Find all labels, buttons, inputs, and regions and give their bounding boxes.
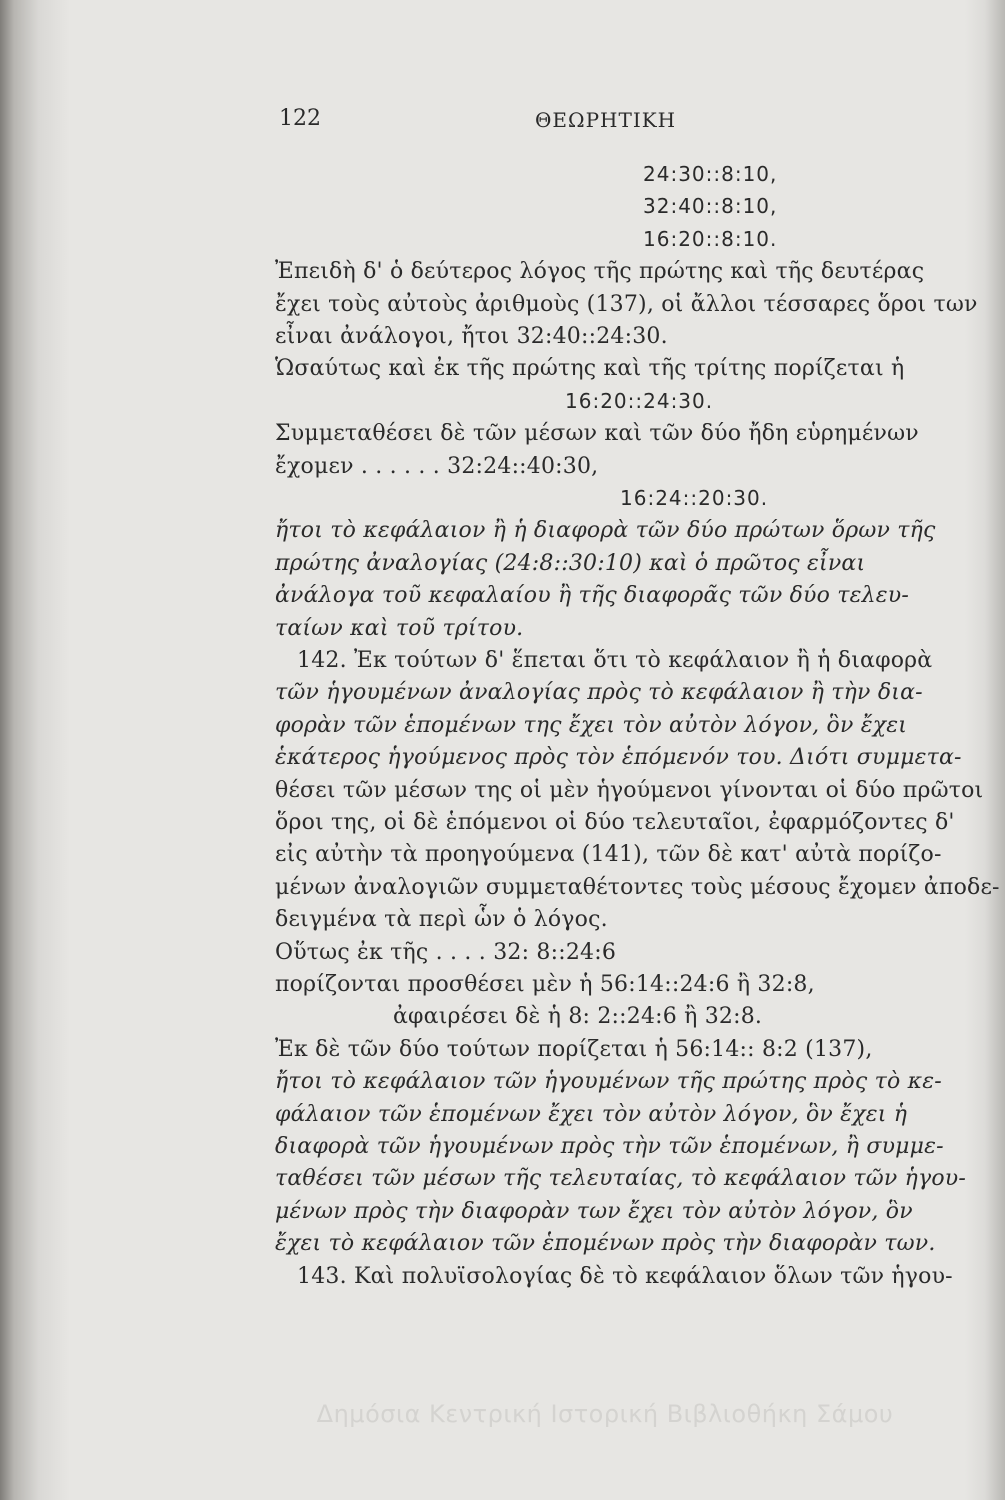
text-line: 16:20::8:10. (643, 226, 778, 251)
text-line: ἔχει τὸ κεφάλαιον τῶν ἑπομένων πρὸς τὴν διαφορὰν των. (275, 1231, 936, 1257)
text-line: μένων πρὸς τὴν διαφορὰν των ἔχει τὸν αὐτὸν λόγον, ὃν (275, 1198, 913, 1224)
text-line: ὅροι της, οἱ δὲ ἑπόμενοι οἱ δύο τελευταῖοι, ἐφαρμόζοντες δ' (275, 810, 955, 835)
book-page (275, 100, 1000, 1440)
text-line: φορὰν τῶν ἑπομένων της ἔχει τὸν αὐτὸν λόγον, ὃν ἔχει (275, 712, 908, 738)
text-line: 24:30::8:10, (643, 162, 778, 186)
text-line: 143. Καὶ πολυϊσολογίας δὲ τὸ κεφάλαιον ὅλων τῶν ἡγου- (297, 1263, 953, 1289)
text-line: Ἐκ δὲ τῶν δύο τούτων πορίζεται ἡ 56:14:: 8:2 (137), (275, 1036, 873, 1062)
text-line: εἰς αὐτὴν τὰ προηγούμενα (141), τῶν δὲ κατ' αὐτὰ πορίζο- (275, 842, 942, 868)
text-line: τῶν ἡγουμένων ἀναλογίας πρὸς τὸ κεφάλαιον ἢ τὴν δια- (275, 680, 923, 706)
text-line: φάλαιον τῶν ἑπομένων ἔχει τὸν αὐτὸν λόγον, ὃν ἔχει ἡ (275, 1101, 908, 1127)
text-line: δειγμένα τὰ περὶ ὧν ὁ λόγος. (275, 907, 608, 933)
text-line: Ἐπειδὴ δ' ὁ δεύτερος λόγος τῆς πρώτης καὶ τῆς δευτέρας (275, 259, 925, 285)
text-line: πορίζονται προσθέσει μὲν ἡ 56:14::24:6 ἢ 32:8, (275, 972, 815, 997)
text-line: 16:20::24:30. (565, 388, 714, 413)
text-line: ἤτοι τὸ κεφάλαιον ἢ ἡ διαφορὰ τῶν δύο πρώτων ὅρων τῆς (275, 518, 936, 544)
page-number: 122 (279, 106, 321, 131)
text-line: ἔχομεν . . . . . . 32:24::40:30, (275, 453, 599, 479)
text-line: 142. Ἐκ τούτων δ' ἕπεται ὅτι τὸ κεφάλαιον ἢ ἡ διαφορὰ (297, 648, 933, 673)
text-line: θέσει τῶν μέσων της οἱ μὲν ἡγούμενοι γίνονται οἱ δύο πρῶτοι (275, 777, 984, 803)
text-line: ἤτοι τὸ κεφάλαιον τῶν ἡγουμένων τῆς πρώτης πρὸς τὸ κε- (275, 1069, 942, 1095)
text-line: εἶναι ἀνάλογοι, ἤτοι 32:40::24:30. (275, 324, 668, 349)
text-line: Οὕτως ἐκ τῆς . . . . 32: 8::24:6 (275, 939, 617, 965)
running-header-title: ΘΕΩΡΗΤΙΚΗ (535, 108, 677, 132)
text-line: ἀνάλογα τοῦ κεφαλαίου ἢ τῆς διαφορᾶς τῶν δύο τελευ- (275, 583, 909, 609)
text-line: μένων ἀναλογιῶν συμμεταθέτοντες τοὺς μέσους ἔχομεν ἀποδε- (275, 874, 1000, 900)
book-spine-shadow (0, 0, 70, 1500)
text-line: ταίων καὶ τοῦ τρίτου. (275, 615, 524, 641)
library-watermark: Δημόσια Κεντρική Ιστορική Βιβλιοθήκη Σάμου (316, 1400, 894, 1428)
text-line: ταθέσει τῶν μέσων τῆς τελευταίας, τὸ κεφάλαιον τῶν ἡγου- (275, 1166, 967, 1192)
text-line: ἔχει τοὺς αὐτοὺς ἀριθμοὺς (137), οἱ ἄλλοι τέσσαρες ὅροι των (275, 291, 978, 317)
text-line: 32:40::8:10, (643, 194, 778, 219)
text-line: πρώτης ἀναλογίας (24:8::30:10) καὶ ὁ πρῶτος εἶναι (275, 550, 866, 576)
text-line: 16:24::20:30. (620, 486, 769, 510)
text-line: διαφορὰ τῶν ἡγουμένων πρὸς τὴν τῶν ἑπομένων, ἢ συμμε- (275, 1134, 944, 1159)
text-line: ἑκάτερος ἡγούμενος πρὸς τὸν ἑπόμενόν του. Διότι συμμετα- (275, 745, 962, 771)
text-line: Ὡσαύτως καὶ ἐκ τῆς πρώτης καὶ τῆς τρίτης πορίζεται ἡ (275, 356, 905, 382)
text-line: ἀφαιρέσει δὲ ἡ 8: 2::24:6 ἢ 32:8. (393, 1004, 763, 1030)
text-line: Συμμεταθέσει δὲ τῶν μέσων καὶ τῶν δύο ἤδη εὑρημένων (275, 421, 919, 447)
page-edge-shadow (965, 0, 1005, 1500)
